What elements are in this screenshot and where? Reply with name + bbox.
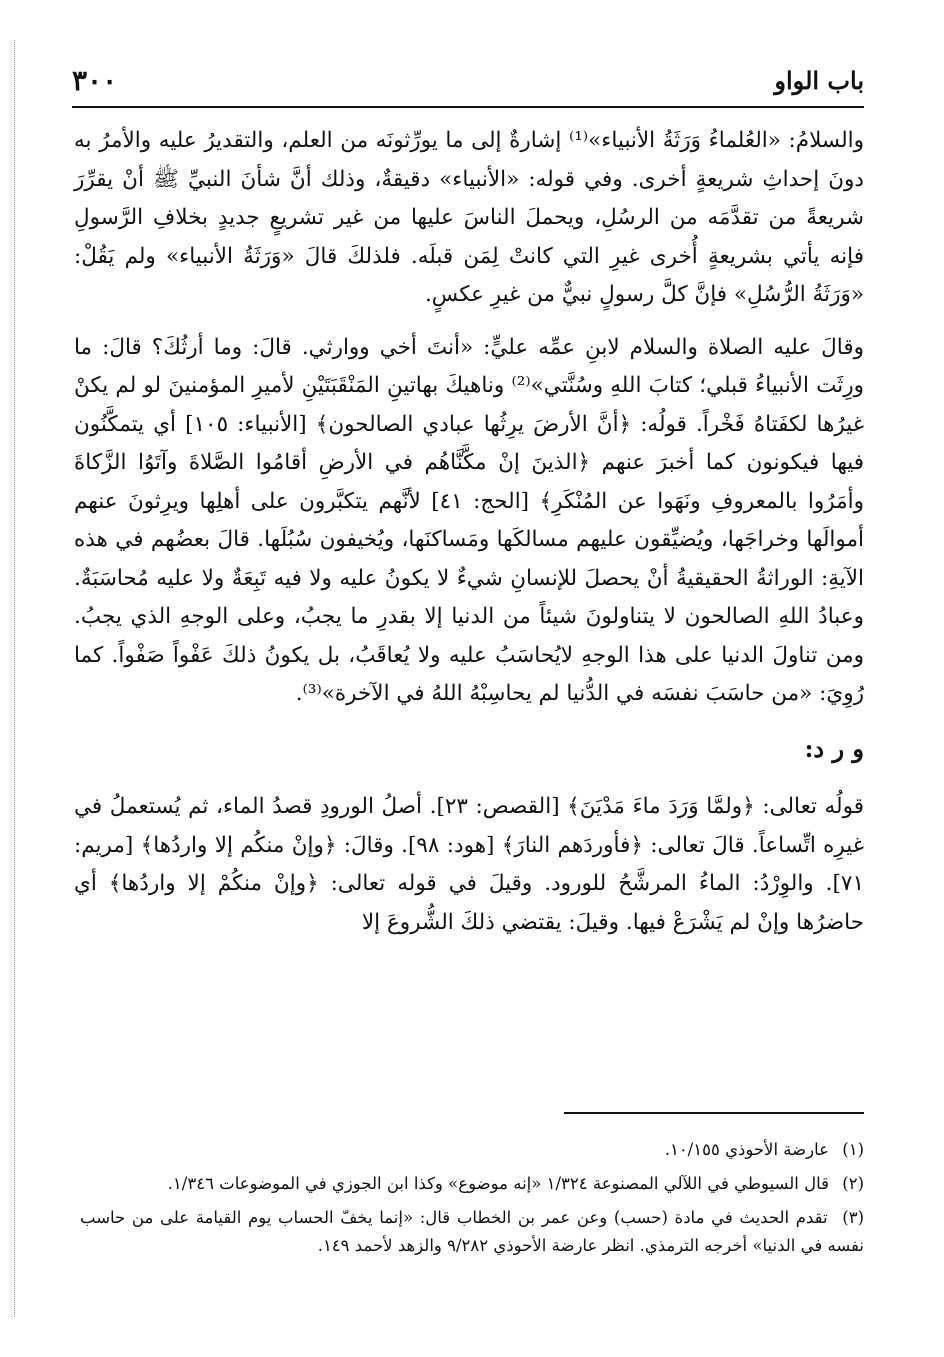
footnote-text: تقدم الحديث في مادة (حسب) وعن عمر بن الخطاب قال: «إنما يخفّ الحساب يوم القيامة على من حاسب نفسه في الدنيا» أخرجه الترمذي. انظر عارضة الأحوذي ٩/٢٨٢ والزهد لأحمد ١٤٩. — [80, 1208, 864, 1255]
page-number: ٣٠٠ — [72, 63, 118, 97]
footnotes — [80, 1136, 864, 1266]
footnote — [80, 1136, 864, 1164]
paragraph: وقالَ عليه الصلاة والسلام لابنِ عمِّه عليٍّ: «أنتَ أخي ووارثي. قالَ: وما أرثُكَ؟ قالَ: ما ورِثَت الأنبياءُ قبلي؛ كتابَ اللهِ وسُنَّتي»⁽²⁾ وناهيكَ بهاتينِ المَنْقَبَتَيْنِ لأميرِ المؤمنينَ لو لم يكنْ غيرُها لكفَتاهُ فَخْراً. قولُه: ﴿أنَّ الأرضَ يرِثُها عبادي الصالحون﴾ [الأنبياء: ١٠٥] أي يتمكَّنُون فيها فيكونون كما أخبرَ عنهم ﴿الذينَ إنْ مكَّنَّاهُم في الأرضِ أقامُوا الصَّلاةَ وآتَوُا الزَّكاةَ وأمَرُوا بالمعروفِ ونَهَوا عن المُنْكَرِ﴾ [الحج: ٤١] لأنَّهم يتكبَّرون على أهلِها ويرِثونَ عنهم أموالَها وخراجَها، ويُضيِّقون عليهم مسالكَها ومَساكنَها، ويُخيفون سُبُلَها. قالَ بعضُهم في هذه الآيةِ: الوراثةُ الحقيقيةُ أنْ يحصلَ للإنسانِ شيءٌ لا يكونُ عليه ولا فيه تَبِعَةٌ ولا عليه مُحاسَبَةٌ. وعبادُ اللهِ الصالحون لا يتناولونَ شيئاً من الدنيا إلا بقدرِ ما يجبُ، وعلى الوجهِ الذي يجبُ. ومن تناولَ الدنيا على هذا الوجهِ لايُحاسَبُ عليه ولا يُعاقَبُ، بل يكونُ ذلكَ عَفْواً صَفْواً. كما رُوِيَ: «من حاسَبَ نفسَه في الدُّنيا لم يحاسِبْهُ اللهُ في الآخرة»⁽³⁾. — [74, 334, 864, 706]
main-text — [74, 122, 864, 942]
paragraph: والسلامُ: «العُلماءُ وَرَثَةُ الأنبياء»⁽¹⁾ إشارةٌ إلى ما يورِّثونَه من العلم، والتقديرُ عليه والأمرُ به دونَ إحداثِ شريعةٍ أخرى. وفي قوله: «الأنبياء» دقيقةٌ، وذلك أنَّ شأنَ النبيِّ ﷺ أنْ يقرِّرَ شريعةً من تقدَّمَه من الرسُلِ، ويحملَ الناسَ عليها من غير تشريعٍ جديدٍ بخلافِ الرَّسولِ فإنه يأتي بشريعةٍ أُخرى غيرِ التي كانتْ لِمَن قبلَه. فلذلكَ قالَ «وَرَثَةُ الأنبياء» ولم يَقُلْ: «وَرَثَةُ الرُّسُلِ» فإنَّ كلَّ رسولٍ نبيٌّ من غيرِ عكسٍ. — [74, 128, 864, 307]
entry-heading: و ر د: — [804, 733, 864, 763]
footnote-number: (٢) — [842, 1174, 864, 1193]
footnote-number: (١) — [842, 1140, 864, 1159]
page-edge — [14, 40, 15, 1317]
footnote-rule — [564, 1112, 864, 1114]
page-header — [72, 58, 864, 102]
footnote — [80, 1204, 864, 1260]
paragraph: قولُه تعالى: ﴿ولمَّا وَرَدَ ماءَ مَدْيَنَ﴾ [القصص: ٢٣]. أصلُ الورودِ قصدُ الماء، ثم يُستعملُ في غيرِه اتِّساعاً. قالَ تعالى: ﴿فأوردَهم النارَ﴾ [هود: ٩٨]. وقالَ: ﴿وإنْ منكُم إلا واردُها﴾ [مريم: ٧١]. والوِرْدُ: الماءُ المرشَّحُ للورود. وقيلَ في قوله تعالى: ﴿وإنْ منكُمْ إلا واردُها﴾ أي حاضرُها وإنْ لم يَشْرَعْ فيها. وقيلَ: يقتضي ذلكَ الشُّروعَ إلا — [74, 794, 864, 935]
footnote — [80, 1170, 864, 1198]
footnote-number: (٣) — [842, 1208, 865, 1227]
header-rule — [72, 106, 864, 108]
chapter-title: باب الواو — [774, 65, 864, 95]
footnote-text: قال السيوطي في اللآلي المصنوعة ١/٣٢٤ «إنه موضوع» وكذا ابن الجوزي في الموضوعات ١/٣٤٦. — [167, 1174, 829, 1193]
footnote-text: عارضة الأحوذي ١٠/١٥٥. — [664, 1140, 829, 1159]
